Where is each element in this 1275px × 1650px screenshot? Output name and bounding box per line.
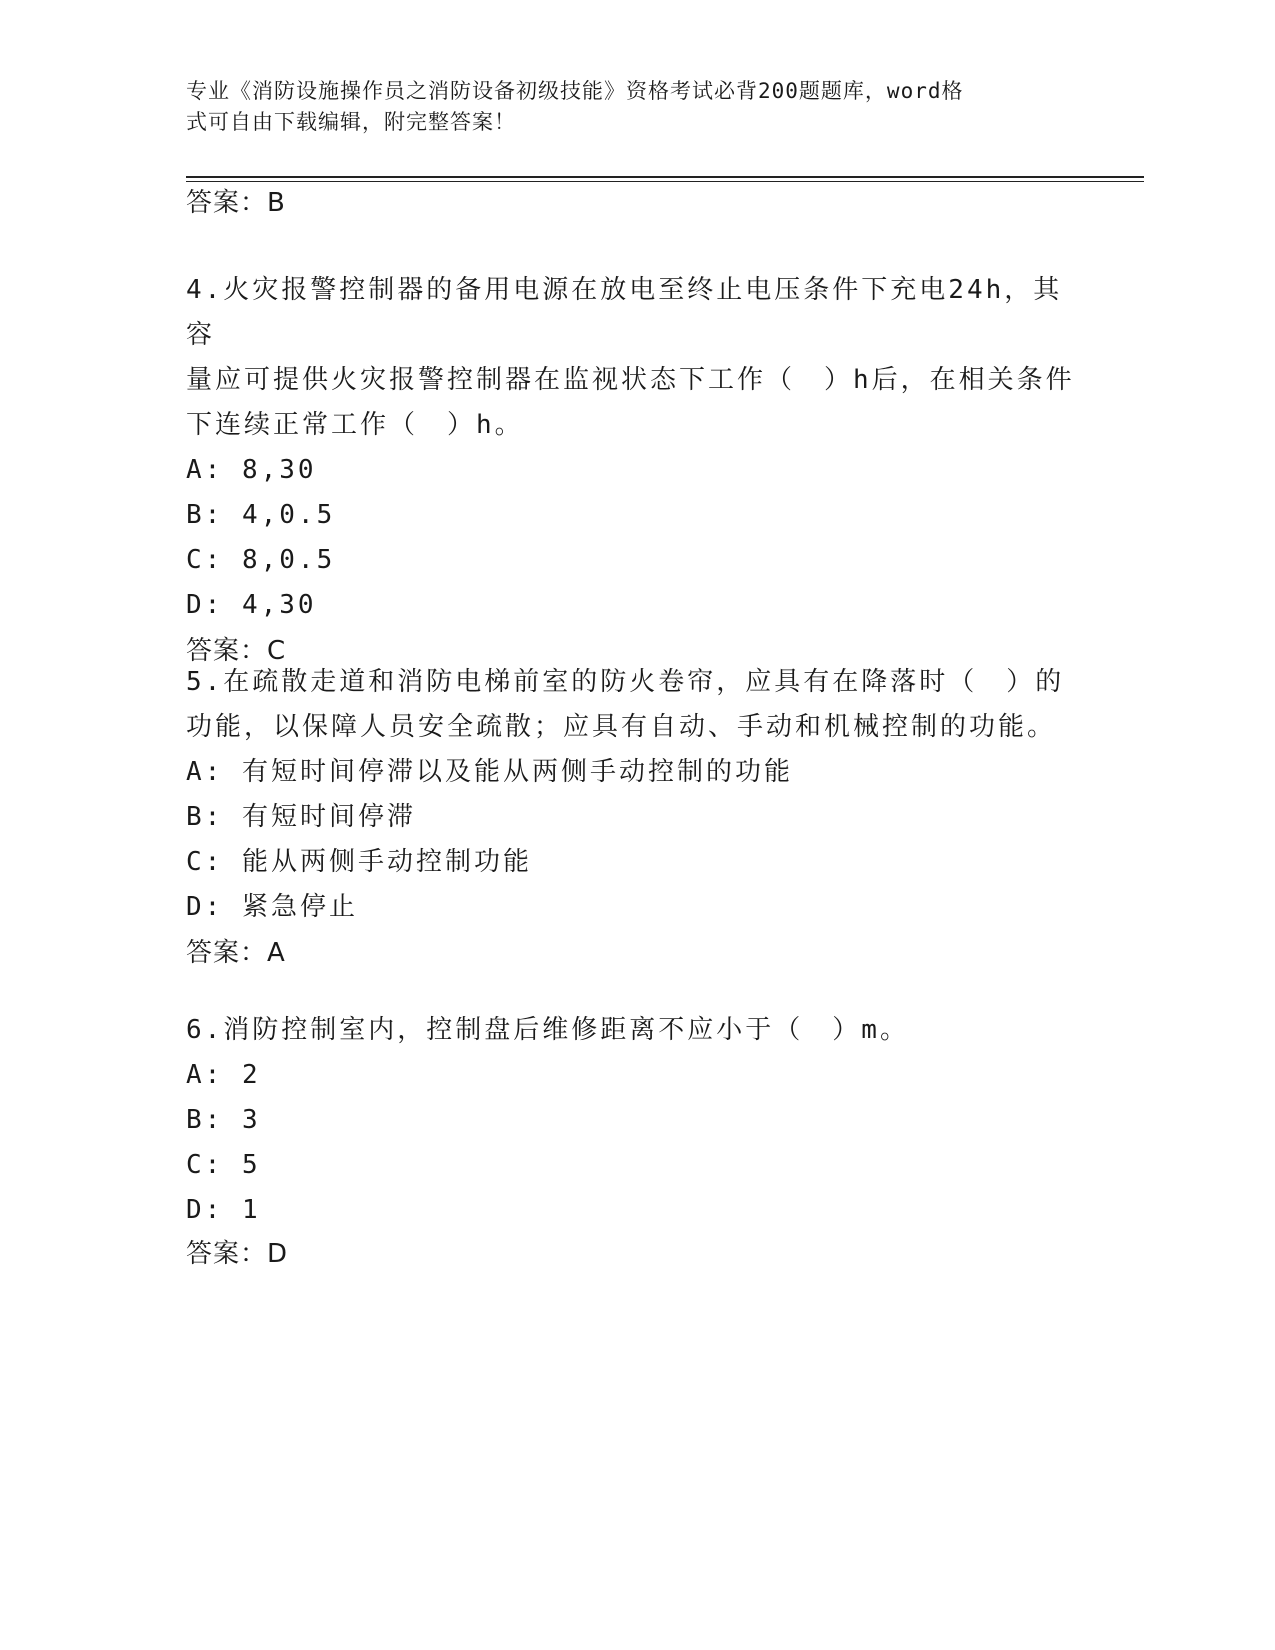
header-divider-thin bbox=[186, 181, 1144, 182]
option-a: A: 8,30 bbox=[186, 455, 317, 485]
question-stem: 5.在疏散走道和消防电梯前室的防火卷帘，应具有在降落时（ ）的 功能，以保障人员安全疏散；应具有自动、手动和机械控制的功能。 bbox=[186, 667, 1065, 742]
option-c: C: 5 bbox=[186, 1150, 261, 1180]
option-d: D: 紧急停止 bbox=[186, 892, 358, 922]
option-c: C: 8,0.5 bbox=[186, 545, 336, 575]
previous-answer-block bbox=[186, 186, 1086, 220]
answer: 答案：C bbox=[186, 636, 287, 666]
question-stem: 6.消防控制室内，控制盘后维修距离不应小于（ ）m。 bbox=[186, 1015, 909, 1045]
answer: 答案：D bbox=[186, 1239, 289, 1269]
question-4 bbox=[186, 268, 1086, 668]
option-a: A: 有短时间停滞以及能从两侧手动控制的功能 bbox=[186, 757, 793, 787]
answer: 答案：A bbox=[186, 938, 286, 968]
option-d: D: 1 bbox=[186, 1195, 261, 1225]
question-5 bbox=[186, 660, 1086, 970]
header-divider-thick bbox=[186, 176, 1144, 178]
previous-answer: 答案：B bbox=[186, 188, 286, 218]
option-b: B: 4,0.5 bbox=[186, 500, 336, 530]
option-b: B: 3 bbox=[186, 1105, 261, 1135]
option-d: D: 4,30 bbox=[186, 590, 317, 620]
option-a: A: 2 bbox=[186, 1060, 261, 1090]
option-c: C: 能从两侧手动控制功能 bbox=[186, 847, 532, 877]
option-b: B: 有短时间停滞 bbox=[186, 802, 416, 832]
question-6 bbox=[186, 1008, 1086, 1271]
document-header: 专业《消防设施操作员之消防设备初级技能》资格考试必背200题题库，word格 式可自由下载编辑，附完整答案！ bbox=[186, 79, 964, 134]
question-stem: 4.火灾报警控制器的备用电源在放电至终止电压条件下充电24h，其容 量应可提供火灾报警控制器在监视状态下工作（ ）h后，在相关条件 下连续正常工作（ ）h。 bbox=[186, 275, 1075, 440]
